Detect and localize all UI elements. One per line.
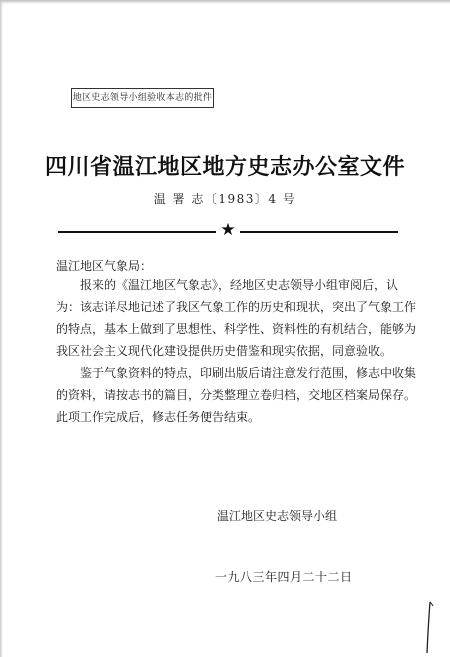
star-icon: ★ — [220, 220, 236, 240]
document-number: 温 署 志〔1983〕4 号 — [153, 192, 297, 206]
paragraph-line: 报来的《温江地区气象志》，经地区史志领导小组审阅后，认 — [80, 278, 399, 292]
body-paragraph-2 — [56, 362, 417, 428]
pen-stroke-mark — [418, 600, 438, 655]
document-date: 一九八三年四月二十二日 — [215, 570, 353, 584]
scan-shadow-top — [0, 0, 450, 4]
signature-organization: 温江地区史志领导小组 — [217, 509, 338, 523]
paragraph-line: 的资料，请按志书的篇目，分类整理立卷归档，交地区档案局保存。 — [56, 388, 417, 402]
divider-rule-left — [58, 231, 216, 233]
divider-rule-right — [240, 231, 398, 233]
paragraph-line: 的特点，基本上做到了思想性、科学性、资料性的有机结合，能够为 — [56, 322, 417, 336]
paragraph-line: 此项工作完成后，修志任务便告结束。 — [56, 410, 261, 424]
addressee: 温江地区气象局： — [56, 259, 153, 273]
body-paragraph-1 — [56, 274, 417, 362]
document-title: 四川省温江地区地方史志办公室文件 — [44, 154, 405, 180]
paragraph-line: 鉴于气象资料的特点，印刷出版后请注意发行范围，修志中收集 — [80, 366, 417, 380]
attachment-label-box: 地区史志领导小组验收本志的批件 — [71, 88, 214, 108]
paragraph-line: 为：该志详尽地记述了我区气象工作的历史和现状，突出了气象工作 — [56, 300, 417, 314]
scan-shadow-left — [0, 0, 3, 657]
header-divider — [58, 220, 398, 240]
paragraph-line: 我区社会主义现代化建设提供历史借鉴和现实依据，同意验收。 — [56, 344, 393, 358]
